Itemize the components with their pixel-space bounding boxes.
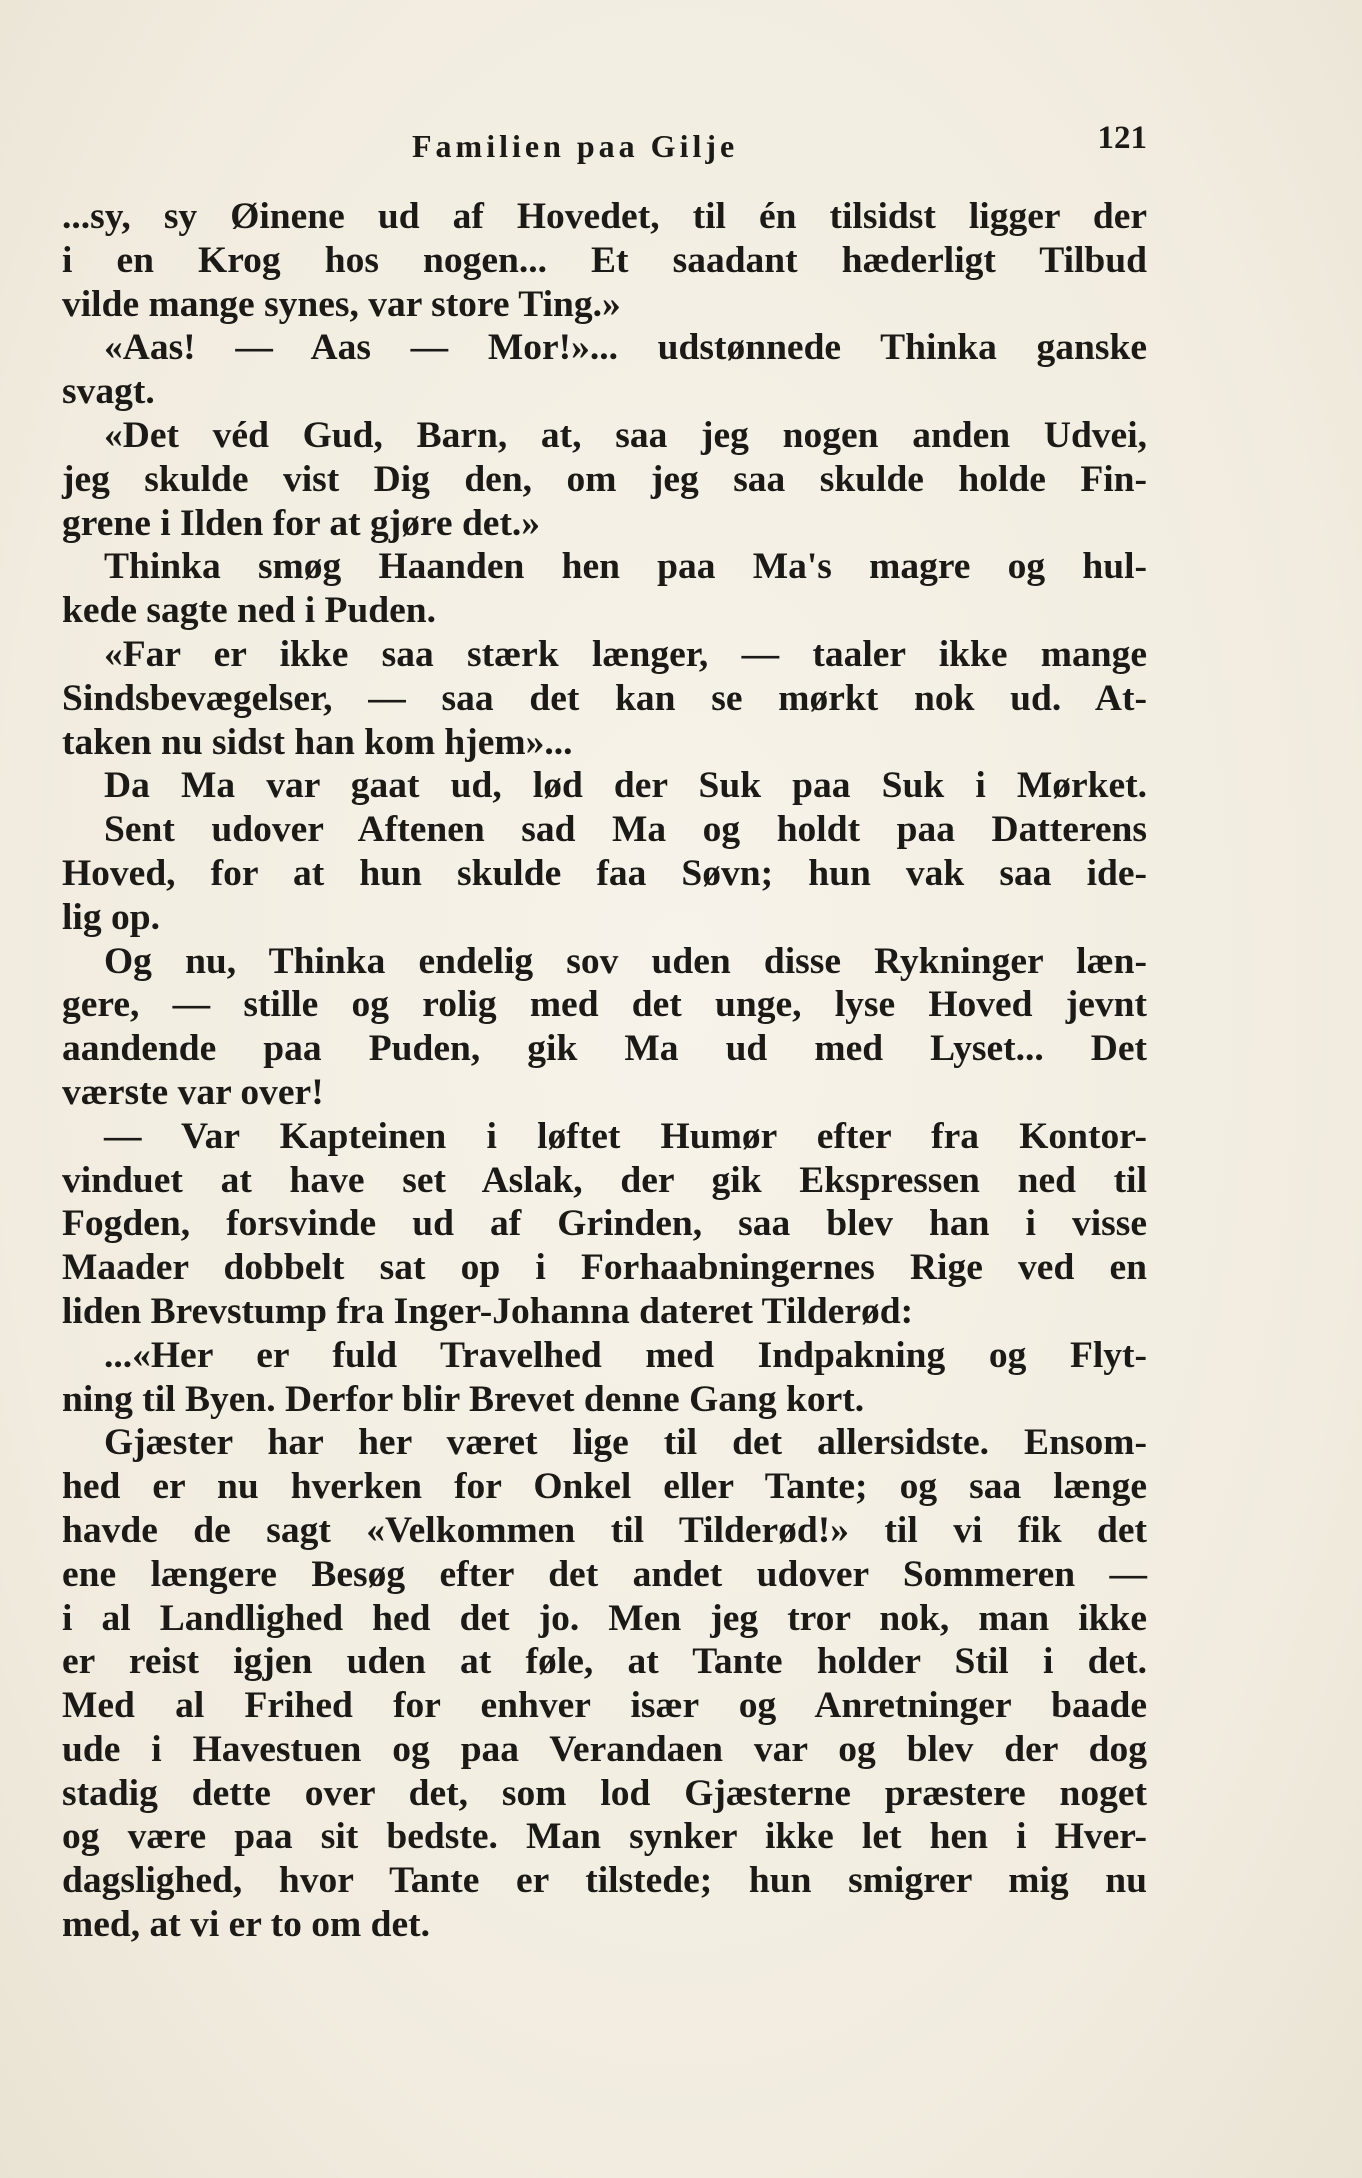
text-line: og være paa sit bedste. Man synker ikke let hen i Hver- [62,1816,1147,1858]
text-line: taken nu sidst han kom hjem»... [62,721,573,763]
page-number: 121 [1097,120,1147,156]
text-line: dagslighed, hvor Tante er tilstede; hun smigrer mig nu [62,1860,1147,1902]
text-line: gere, — stille og rolig med det unge, lyse Hoved jevnt [62,984,1147,1026]
running-title: Familien paa Gilje [412,128,739,164]
text-line: Da Ma var gaat ud, lød der Suk paa Suk i Mørket. [104,765,1147,807]
text-line: grene i Ilden for at gjøre det.» [62,502,541,544]
text-line: Sent udover Aftenen sad Ma og holdt paa Datterens [104,809,1147,851]
text-line: lig op. [62,896,160,938]
text-line: Gjæster har her været lige til det allersidste. Ensom- [104,1422,1147,1464]
text-line: Maader dobbelt sat op i Forhaabningernes Rige ved en [62,1247,1147,1289]
text-line: i en Krog hos nogen... Et saadant hæderligt Tilbud [62,239,1147,281]
text-line: «Far er ikke saa stærk længer, — taaler ikke mange [104,633,1147,675]
text-line: med, at vi er to om det. [62,1904,430,1946]
text-line: «Det véd Gud, Barn, at, saa jeg nogen anden Udvei, [104,414,1147,456]
text-line: Med al Frihed for enhver især og Anretninger baade [62,1685,1147,1727]
text-line: er reist igjen uden at føle, at Tante holder Stil i det. [62,1641,1147,1683]
text-line: — Var Kapteinen i løftet Humør efter fra Kontor- [104,1115,1147,1157]
text-line: ...«Her er fuld Travelhed med Indpakning og Flyt- [104,1334,1147,1376]
text-line: værste var over! [62,1071,324,1113]
text-line: liden Brevstump fra Inger-Johanna dateret Tilderød: [62,1290,914,1332]
text-line: ...sy, sy Øinene ud af Hovedet, til én tilsidst ligger der [62,196,1147,237]
body-text [62,195,1147,1947]
text-line: aandende paa Puden, gik Ma ud med Lyset... Det [62,1028,1147,1070]
text-line: vilde mange synes, var store Ting.» [62,283,621,325]
text-line: Thinka smøg Haanden hen paa Ma's magre og hul- [104,546,1147,588]
text-line: i al Landlighed hed det jo. Men jeg tror nok, man ikke [62,1597,1147,1639]
page-header [62,118,1147,168]
text-line: ning til Byen. Derfor blir Brevet denne Gang kort. [62,1378,865,1420]
text-line: hed er nu hverken for Onkel eller Tante; og saa længe [62,1466,1147,1508]
text-line: jeg skulde vist Dig den, om jeg saa skulde holde Fin- [62,458,1147,500]
text-line: ude i Havestuen og paa Verandaen var og blev der dog [62,1728,1147,1770]
text-line: ene længere Besøg efter det andet udover Sommeren — [62,1553,1147,1595]
text-line: stadig dette over det, som lod Gjæsterne præstere noget [62,1772,1147,1814]
text-line: «Aas! — Aas — Mor!»... udstønnede Thinka ganske [104,327,1147,369]
text-line: svagt. [62,371,155,413]
text-line: Og nu, Thinka endelig sov uden disse Rykninger læn- [104,940,1147,982]
text-line: Sindsbevægelser, — saa det kan se mørkt nok ud. At- [62,677,1147,719]
text-line: kede sagte ned i Puden. [62,590,436,632]
text-line: vinduet at have set Aslak, der gik Ekspressen ned til [62,1159,1147,1201]
text-line: Fogden, forsvinde ud af Grinden, saa blev han i visse [62,1203,1147,1245]
text-line: havde de sagt «Velkommen til Tilderød!» til vi fik det [62,1509,1147,1551]
text-line: Hoved, for at hun skulde faa Søvn; hun vak saa ide- [62,852,1147,894]
